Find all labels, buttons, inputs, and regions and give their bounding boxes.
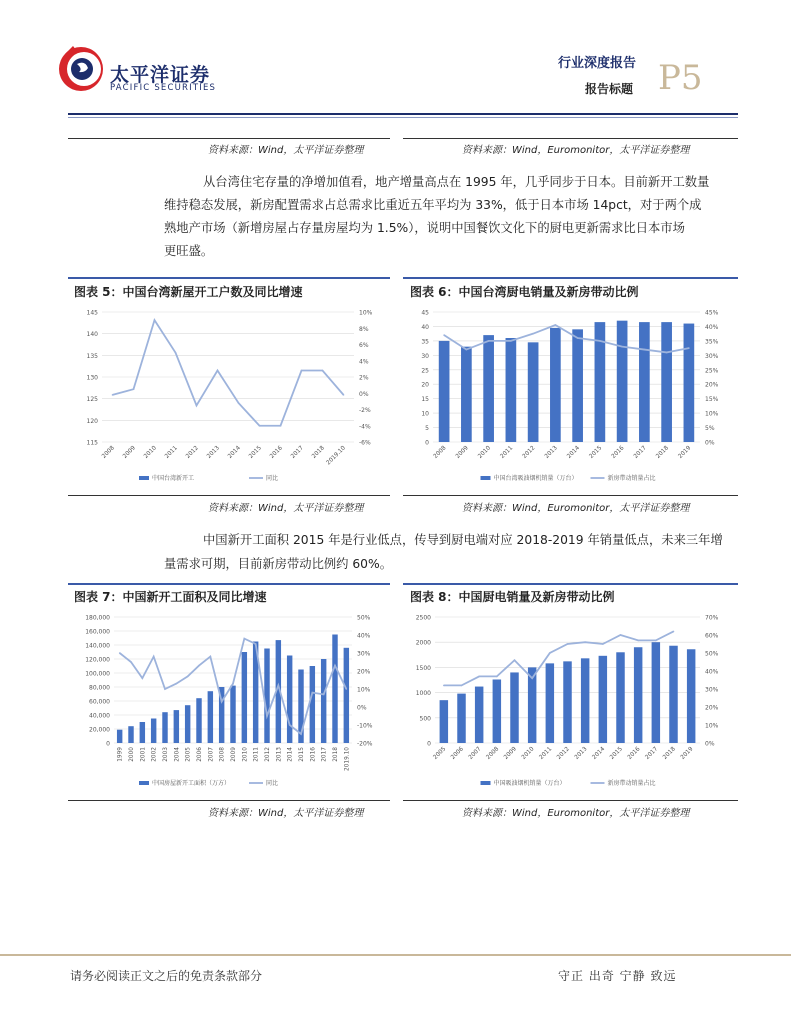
chart-bar [528,342,539,442]
left-axis-tick-label: 100,000 [85,670,110,678]
right-axis-tick-label: -20% [357,740,373,748]
right-axis-tick-label: 0% [705,740,715,748]
category-label: 2006 [450,746,465,761]
category-label: 2012 [185,445,200,460]
category-label: 2015 [588,445,604,460]
left-axis-tick-label: 120 [86,417,98,425]
chart-point [112,394,114,396]
chart-series-line [444,325,689,352]
category-label: 2013 [276,747,283,762]
right-axis-tick-label: 30% [705,686,719,694]
chart-bar [461,347,472,442]
chart-bar [581,658,589,743]
chart-bar [563,661,571,743]
header-divider-thin [68,117,738,118]
source-note: 资料来源：Wind，太平洋证券整理 [208,145,364,156]
source-note: 资料来源：Wind，太平洋证券整理 [208,808,364,819]
legend-label: 中国台湾吸油烟机销量（万台） [493,475,578,482]
chart-bar [684,324,695,442]
left-axis-tick-label: 40 [421,323,429,331]
chart-point [119,652,121,654]
category-label: 2016 [269,445,284,460]
left-axis-tick-label: 120,000 [85,656,110,664]
right-axis-tick-label: 4% [359,358,369,366]
category-label: 2017 [633,445,648,460]
right-axis-tick-label: 45% [705,309,719,317]
category-label: 2014 [287,747,294,762]
chart-bar [493,679,501,743]
paragraph-line: 从台湾住宅存量的净增加值看，地产增量高点在 1995 年，几乎同步于日本。目前新开工数量 [203,175,710,189]
category-label: 2019 [679,746,695,761]
right-axis-tick-label: 70% [705,614,719,622]
chart-series-line [113,320,344,426]
right-axis-tick-label: 15% [705,396,719,404]
figure-title: 图表 7：中国新开工面积及同比增速 [74,590,267,604]
category-label: 2010 [242,747,249,762]
source-divider [68,495,390,496]
right-axis-tick-label: 10% [705,410,719,418]
legend-label: 同比 [266,780,279,787]
chart-bar [208,691,213,743]
chart-point [488,340,490,342]
chart-point [312,692,314,694]
legend-swatch-bar [139,781,149,785]
category-label: 2018 [333,747,339,762]
category-label: 2007 [208,747,215,762]
chart-point [514,659,516,661]
category-label: 2016 [626,746,642,761]
chart-point [688,347,690,349]
category-label: 2005 [432,746,448,761]
chart-bar [332,635,337,744]
category-label: 2011 [253,747,260,762]
chart-bar [483,335,494,442]
chart-bar [616,652,624,743]
category-label: 2018 [662,746,677,761]
category-label: 2016 [310,747,317,762]
left-axis-tick-label: 500 [419,715,431,723]
category-label: 2010 [143,445,158,460]
legend-swatch-bar [139,476,149,480]
source-note: 资料来源：Wind，Euromonitor，太平洋证券整理 [462,808,690,819]
category-label: 2012 [556,746,571,761]
category-label: 2005 [185,747,192,762]
figure-title: 图表 6：中国台湾厨电销量及新房带动比例 [410,285,639,299]
chart-bar [344,648,349,743]
left-axis-tick-label: 2000 [415,639,431,647]
right-axis-tick-label: 30% [705,352,719,360]
chart-bar [457,694,465,743]
source-divider [68,800,390,801]
category-label: 2006 [197,747,203,762]
right-axis-tick-label: 50% [357,614,371,622]
category-label: 2008 [101,445,116,460]
paragraph-line: 维持稳态发展，新房配置需求占总需求比重近五年平均为 33%，低于日本市场 14pct，对于两个成 [164,198,702,212]
category-label: 2019.10 [344,747,351,771]
chart-point [346,688,348,690]
chart-point [621,346,623,348]
chart-bar [140,722,145,743]
category-label: 2004 [174,747,181,762]
chart-fig6 [403,300,738,490]
chart-bar [162,712,167,743]
chart-fig8 [403,605,738,795]
chart-bar [639,322,650,442]
source-divider [403,495,738,496]
chart-bar [230,686,235,743]
chart-bar [506,338,517,442]
category-label: 2016 [610,445,626,460]
left-axis-tick-label: 0 [106,740,110,748]
chart-point [343,394,345,396]
category-label: 2013 [544,445,559,460]
left-axis-tick-label: 125 [86,396,98,404]
chart-point [532,333,534,335]
category-label: 2018 [311,445,326,460]
left-axis-tick-label: 20,000 [89,726,110,734]
category-label: 2012 [265,747,271,762]
chart-point [666,352,668,354]
right-axis-tick-label: -6% [359,439,371,447]
right-axis-tick-label: 30% [357,650,371,658]
chart-point [278,685,280,687]
paragraph-line: 中国新开工面积 2015 年是行业低点，传导到厨电端对应 2018-2019 年销量低点，未来三年增 [203,533,723,547]
header-divider [68,113,738,115]
right-axis-tick-label: 50% [705,650,719,658]
category-label: 2008 [432,445,448,460]
category-label: 2003 [163,747,169,762]
source-note: 资料来源：Wind，太平洋证券整理 [208,503,364,514]
legend-label: 新房带动销量占比 [607,780,656,787]
right-axis-tick-label: -10% [357,722,373,730]
chart-point [301,370,303,372]
legend-label: 中国台湾新开工 [152,475,195,482]
category-label: 2009 [503,746,518,761]
footer-disclaimer: 请务必阅读正文之后的免责条款部分 [70,969,263,983]
chart-bar [151,719,156,744]
chart-bar [196,698,201,743]
left-axis-tick-label: 15 [421,396,429,404]
chart-point [289,724,291,726]
chart-point [443,334,445,336]
category-label: 2010 [477,445,493,460]
category-label: 2013 [206,445,221,460]
left-axis-tick-label: 140 [86,331,98,339]
right-axis-tick-label: 0% [359,390,369,398]
right-axis-tick-label: 8% [359,325,369,333]
chart-bar [128,726,133,743]
chart-bar [287,656,292,744]
chart-point [244,638,246,640]
chart-point [323,694,325,696]
paragraph-line: 熟地产市场（新增房屋占存量房屋均为 1.5%），说明中国餐饮文化下的厨电更新需求比日本市场 [164,221,685,235]
category-label: 2000 [129,747,135,762]
category-label: 2017 [644,746,660,761]
paragraph-line: 量需求可期，目前新房带动比例约 60%。 [164,557,392,571]
legend-label: 新房带动销量占比 [607,475,656,482]
category-label: 2011 [164,445,179,460]
legend-swatch-bar [481,476,491,480]
chart-bar [661,322,672,442]
right-axis-tick-label: 20% [705,704,719,712]
category-label: 2019 [677,445,693,460]
chart-point [510,340,512,342]
chart-point [673,631,675,633]
legend-swatch-bar [481,781,491,785]
chart-point [466,349,468,351]
figure-frame [403,583,738,585]
figure-frame [68,583,390,585]
chart-point [478,676,480,678]
chart-point [531,677,533,679]
right-axis-tick-label: 40% [705,668,719,676]
chart-point [154,319,156,321]
category-label: 2017 [321,747,328,762]
chart-point [198,665,200,667]
category-label: 2010 [520,746,536,761]
category-label: 2018 [655,445,671,460]
report-title: 报告标题 [585,82,634,96]
chart-bar [634,647,642,743]
left-axis-tick-label: 1000 [415,690,431,698]
chart-point [461,685,463,687]
category-label: 2013 [573,746,589,761]
left-axis-tick-label: 40,000 [89,712,110,720]
report-type: 行业深度报告 [558,56,637,71]
left-axis-tick-label: 2500 [415,614,431,622]
category-label: 2014 [591,746,607,761]
figure-title: 图表 5：中国台湾新屋开工户数及同比增速 [74,285,303,299]
left-axis-tick-label: 115 [86,439,98,447]
chart-point [334,665,336,667]
category-label: 2002 [151,747,158,762]
footer-motto: 守正 出奇 宁静 致远 [558,969,677,983]
left-axis-tick-label: 0 [425,439,429,447]
chart-point [567,643,569,645]
logo [55,42,107,94]
chart-bar [546,663,554,743]
chart-bar [687,649,695,743]
right-axis-tick-label: 0% [705,439,715,447]
right-axis-tick-label: 20% [357,668,371,676]
chart-point [130,661,132,663]
company-name-en: PACIFIC SECURITIES [110,83,217,93]
chart-point [238,402,240,404]
chart-bar [440,700,448,743]
chart-point [599,340,601,342]
chart-point [210,656,212,658]
left-axis-tick-label: 30 [421,352,429,360]
right-axis-tick-label: 2% [359,374,369,382]
source-divider [403,138,738,139]
chart-bar [652,642,660,743]
chart-bar [572,329,583,442]
chart-bar [174,710,179,743]
category-label: 2007 [467,746,483,761]
left-axis-tick-label: 135 [86,352,98,360]
left-axis-tick-label: 20 [421,381,429,389]
category-label: 2014 [227,445,242,460]
chart-point [153,656,155,658]
left-axis-tick-label: 0 [427,740,431,748]
figure-title: 图表 8：中国厨电销量及新房带动比例 [410,590,615,604]
left-axis-tick-label: 10 [421,410,429,418]
chart-point [620,634,622,636]
chart-bar [242,652,247,743]
source-note: 资料来源：Wind，Euromonitor，太平洋证券整理 [462,503,690,514]
chart-bar [475,687,483,743]
chart-point [255,643,257,645]
right-axis-tick-label: 0% [357,704,367,712]
right-axis-tick-label: 35% [705,338,719,346]
chart-point [217,370,219,372]
chart-point [164,688,166,690]
left-axis-tick-label: 1500 [415,664,431,672]
right-axis-tick-label: 10% [357,686,371,694]
chart-point [142,677,144,679]
category-label: 2008 [485,746,501,761]
category-label: 2009 [122,445,137,460]
page-label: P5 [658,58,703,98]
chart-point [655,640,657,642]
left-axis-tick-label: 130 [86,374,98,382]
left-axis-tick-label: 145 [86,309,98,317]
left-axis-tick-label: 60,000 [89,698,110,706]
right-axis-tick-label: 10% [359,309,373,317]
chart-point [637,640,639,642]
category-label: 2009 [455,445,470,460]
chart-point [176,683,178,685]
left-axis-tick-label: 5 [425,425,429,433]
chart-point [322,370,324,372]
figure-frame [403,277,738,279]
category-label: 2011 [499,445,515,460]
right-axis-tick-label: 40% [705,323,719,331]
chart-point [196,405,198,407]
chart-point [577,337,579,339]
source-note: 资料来源：Wind，Euromonitor，太平洋证券整理 [462,145,690,156]
chart-point [602,643,604,645]
chart-point [232,683,234,685]
chart-point [280,425,282,427]
right-axis-tick-label: 6% [359,342,369,349]
footer-divider [0,954,791,956]
category-label: 2019.10 [325,445,347,467]
category-label: 2011 [538,746,554,761]
legend-label: 中国吸油烟机销量（万台） [493,780,566,787]
chart-bar [117,730,122,743]
category-label: 1999 [117,747,124,762]
chart-bar [310,666,315,743]
chart-fig5 [68,300,390,490]
chart-bar [264,649,269,744]
left-axis-tick-label: 160,000 [85,628,110,636]
chart-bar [439,341,450,442]
chart-point [496,676,498,678]
right-axis-tick-label: -4% [359,423,371,431]
category-label: 2015 [248,445,263,460]
right-axis-tick-label: -2% [359,407,371,414]
chart-point [221,701,223,703]
left-axis-tick-label: 45 [421,309,429,317]
category-label: 2008 [219,747,226,762]
chart-point [300,733,302,735]
left-axis-tick-label: 140,000 [85,642,110,650]
left-axis-tick-label: 180,000 [85,614,110,622]
chart-bar [510,672,518,743]
chart-point [175,352,177,354]
left-axis-tick-label: 80,000 [89,684,110,692]
chart-bar [669,646,677,743]
right-axis-tick-label: 60% [705,632,719,640]
chart-bar [185,705,190,743]
chart-point [266,715,268,717]
legend-label: 同比 [266,475,279,482]
right-axis-tick-label: 25% [705,367,719,375]
category-label: 2014 [566,445,582,460]
chart-bar [617,321,628,442]
category-label: 2015 [609,746,624,761]
chart-point [443,685,445,687]
figure-frame [68,277,390,279]
chart-point [133,388,135,390]
source-divider [403,800,738,801]
chart-point [187,676,189,678]
category-label: 2009 [231,747,237,762]
chart-point [259,425,261,427]
chart-point [555,324,557,326]
paragraph-line: 更旺盛。 [164,244,214,258]
chart-bar [321,659,326,743]
chart-fig7 [68,605,390,795]
right-axis-tick-label: 20% [705,381,719,389]
right-axis-tick-label: 10% [705,722,719,730]
company-name-cn: 太平洋证券 [110,64,211,86]
chart-point [644,349,646,351]
chart-bar [550,328,561,442]
right-axis-tick-label: 40% [357,632,371,640]
chart-point [584,641,586,643]
logo-emblem-icon [55,42,107,94]
category-label: 2012 [521,445,537,460]
legend-label: 中国房屋新开工面积（万方） [152,780,231,787]
source-divider [68,138,390,139]
right-axis-tick-label: 5% [705,425,715,433]
left-axis-tick-label: 25 [421,367,429,375]
chart-point [549,652,551,654]
category-label: 2017 [290,445,305,460]
category-label: 2015 [299,747,305,762]
left-axis-tick-label: 35 [421,338,429,346]
chart-bar [599,656,607,743]
category-label: 2001 [140,747,147,762]
